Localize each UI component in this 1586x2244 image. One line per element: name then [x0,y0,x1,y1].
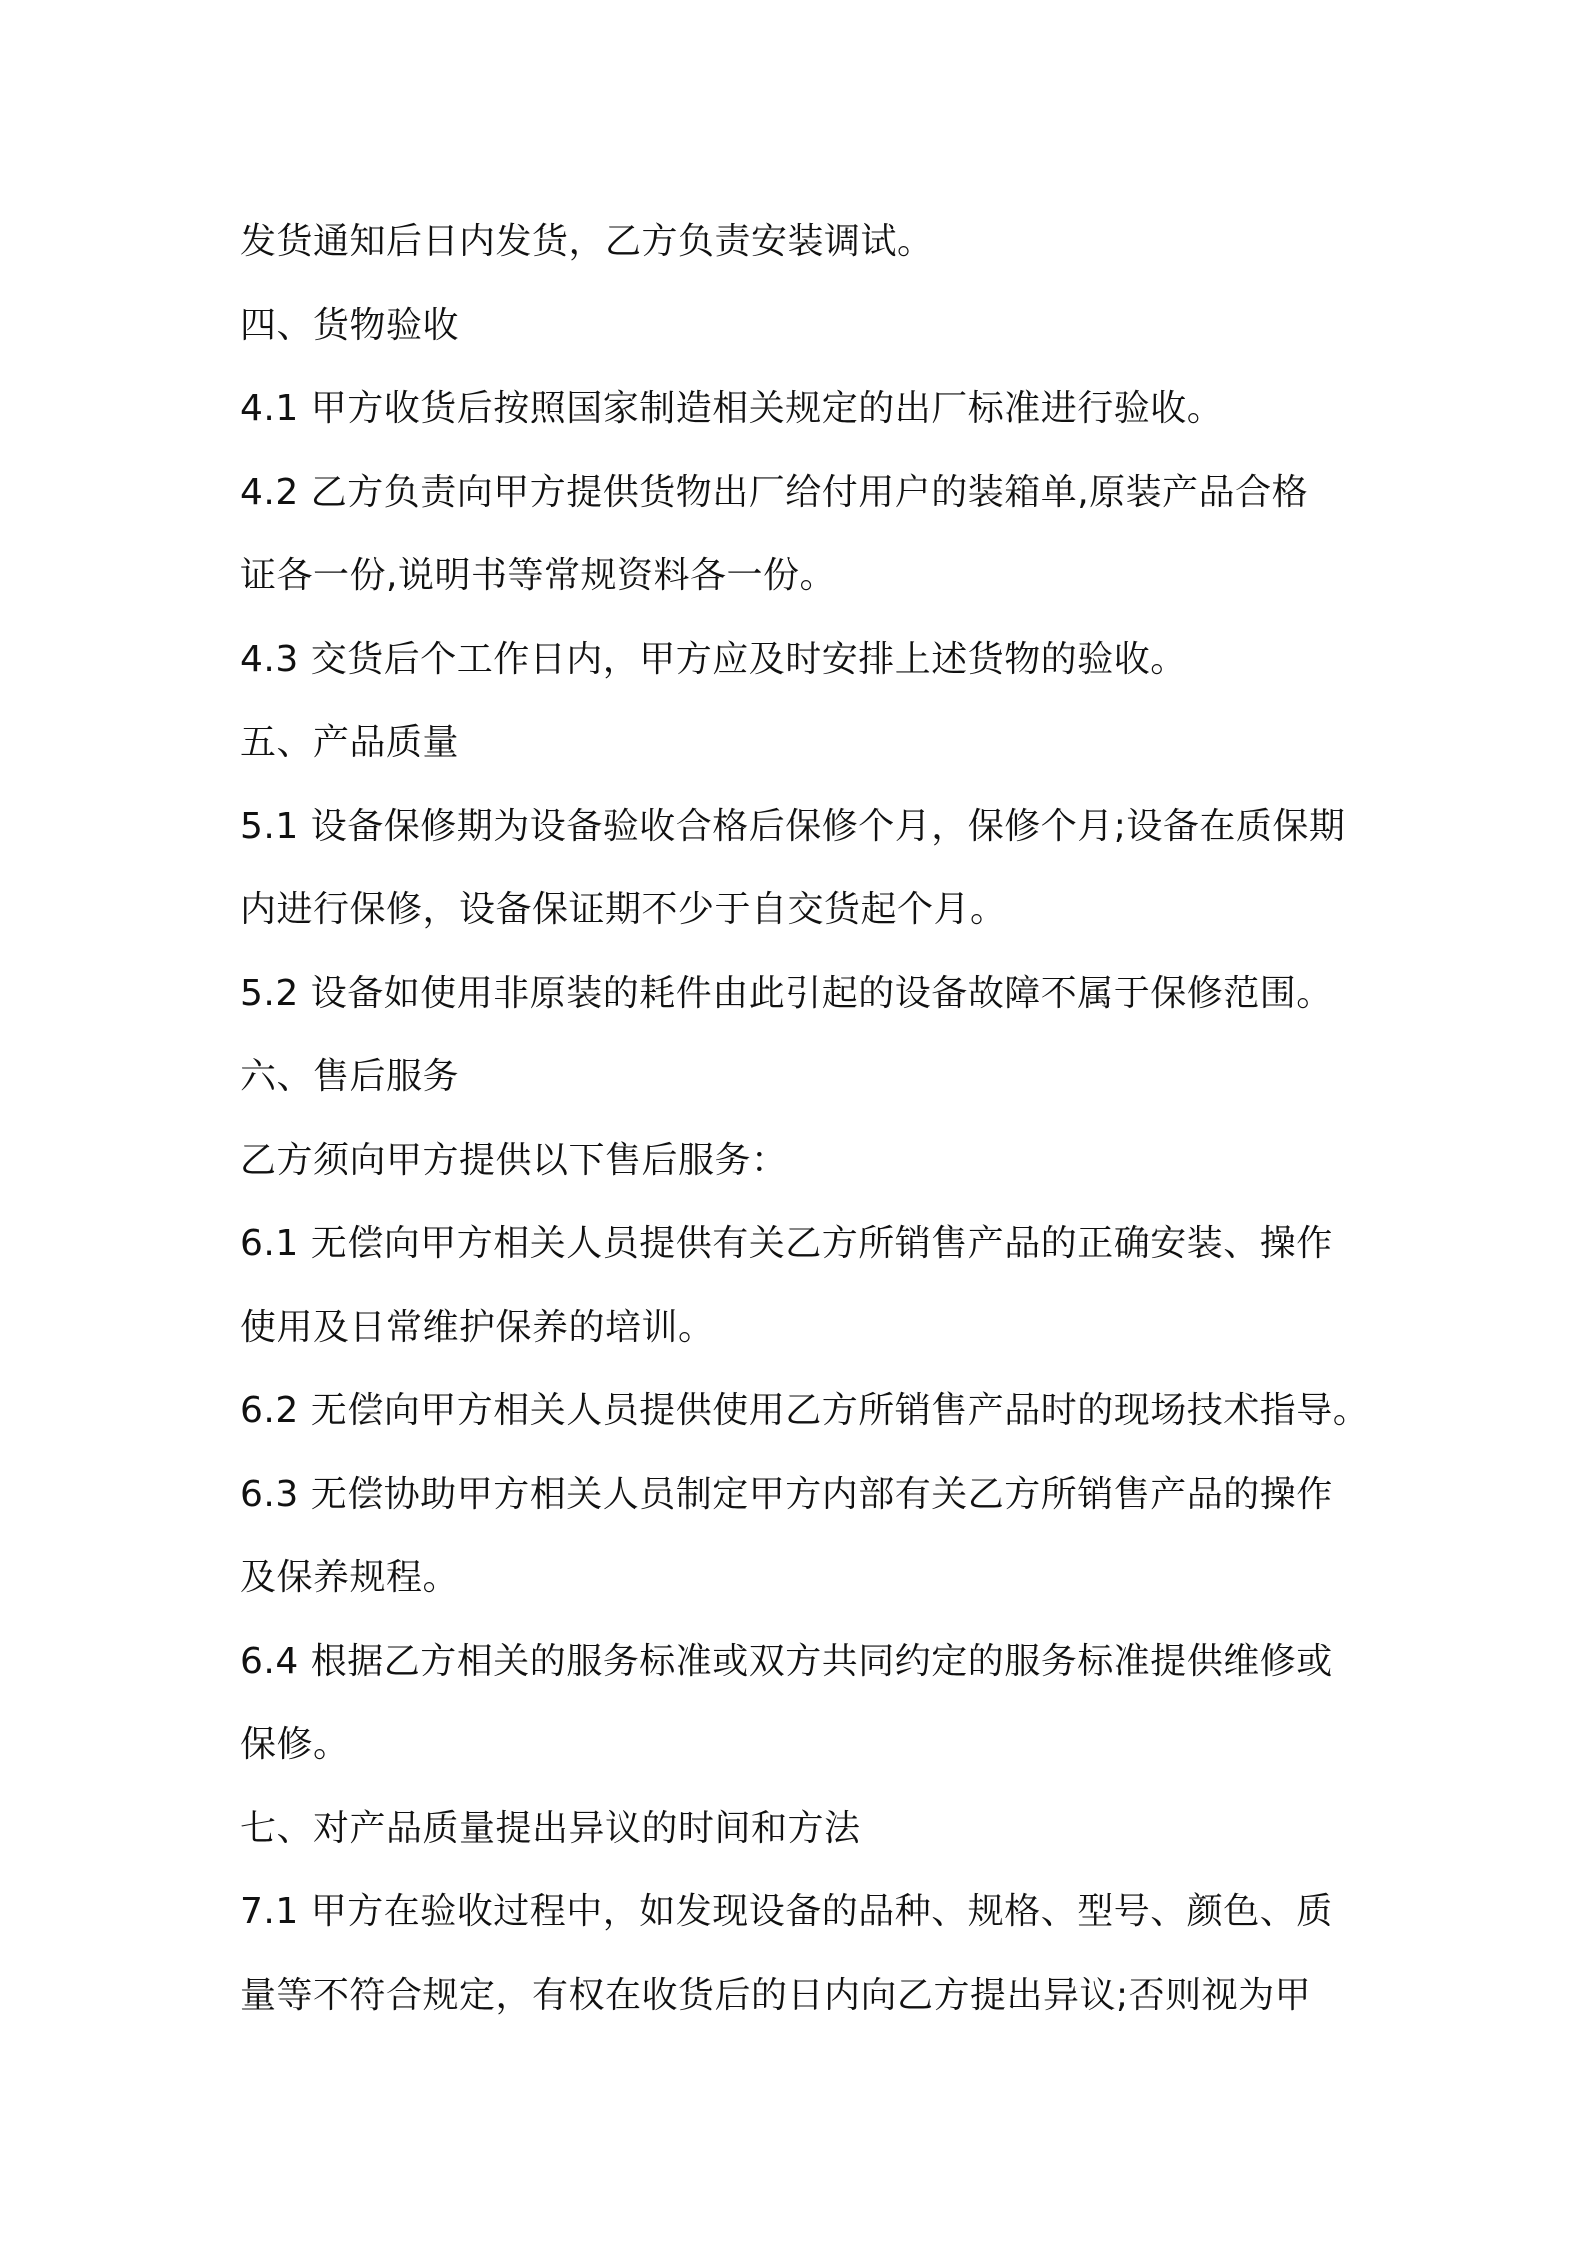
clause-7-1: 7.1 甲方在验收过程中，如发现设备的品种、规格、型号、颜色、质 [240,1891,1333,1932]
clause-6-2: 6.2 无偿向甲方相关人员提供使用乙方所销售产品时的现场技术指导。 [240,1390,1370,1431]
clause-4-2-continued: 证各一份,说明书等常规资料各一份。 [240,555,836,596]
section-heading-product-quality: 五、产品质量 [240,722,460,763]
clause-6-1: 6.1 无偿向甲方相关人员提供有关乙方所销售产品的正确安装、操作 [240,1223,1333,1264]
document-body [240,200,1380,2037]
text-line-continuation: 发货通知后日内发货，乙方负责安装调试。 [240,221,934,262]
clause-6-3: 6.3 无偿协助甲方相关人员制定甲方内部有关乙方所销售产品的操作 [240,1473,1333,1515]
clause-4-1: 4.1 甲方收货后按照国家制造相关规定的出厂标准进行验收。 [240,388,1224,429]
section-heading-goods-acceptance: 四、货物验收 [240,304,460,346]
clause-7-1-continued: 量等不符合规定，有权在收货后的日内向乙方提出异议;否则视为甲 [240,1974,1312,2016]
section-heading-after-sales: 六、售后服务 [240,1056,460,1097]
clause-4-3: 4.3 交货后个工作日内，甲方应及时安排上述货物的验收。 [240,638,1187,680]
after-sales-intro: 乙方须向甲方提供以下售后服务： [240,1139,788,1181]
clause-5-2: 5.2 设备如使用非原装的耗件由此引起的设备故障不属于保修范围。 [240,972,1333,1014]
clause-5-1-continued: 内进行保修，设备保证期不少于自交货起个月。 [240,889,1007,930]
section-heading-quality-objection: 七、对产品质量提出异议的时间和方法 [240,1807,861,1849]
clause-4-2: 4.2 乙方负责向甲方提供货物出厂给付用户的装箱单,原装产品合格 [240,471,1309,513]
clause-6-4-continued: 保修。 [240,1724,350,1765]
clause-5-1: 5.1 设备保修期为设备验收合格后保修个月，保修个月;设备在质保期 [240,805,1346,847]
clause-6-1-continued: 使用及日常维护保养的培训。 [240,1306,715,1348]
clause-6-4: 6.4 根据乙方相关的服务标准或双方共同约定的服务标准提供维修或 [240,1640,1333,1682]
clause-6-3-continued: 及保养规程。 [240,1557,460,1598]
